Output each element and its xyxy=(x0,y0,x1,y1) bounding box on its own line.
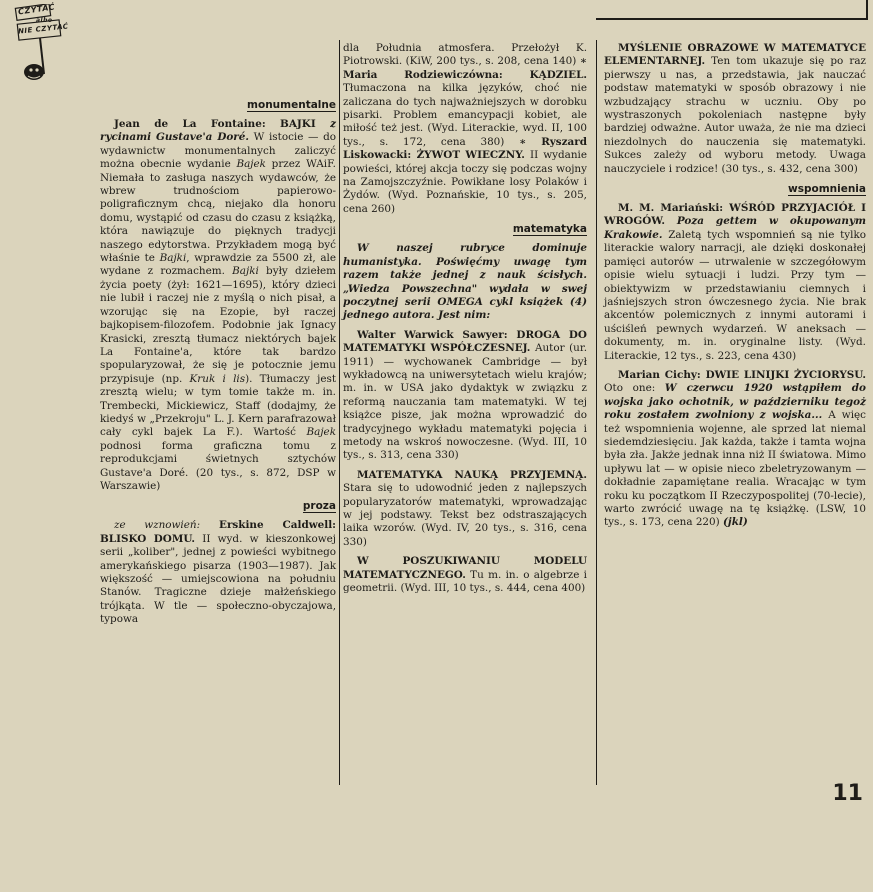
column-logo xyxy=(14,4,74,88)
section-heading-matematyka: matematyka xyxy=(512,223,587,236)
article-myslenie-obrazowe: MYŚLENIE OBRAZOWE W MATEMATYCE ELEMENTARNEJ. Ten tom ukazuje się po raz pierwszy u nas, a przedstawia, jak nauczać podstaw matematyki w sposób obrazowy i nie wzbudzający strachu w uczniu. Oby po wystraszonych pokoleniach następne były bardziej odważne. Autor uważa, że nie ma dzieci niezdolnych do nauczenia się matematyki. Sukces zależy od wyboru metody. Uwaga nauczyciele i rodzice! (30 tys., s. 432, cena 300) xyxy=(604,42,866,175)
logo-line-3: NIE CZYTAĆ xyxy=(17,22,69,36)
article-la-fontaine: Jean de La Fontaine: BAJKI z rycinami Gustave'a Doré. W istocie — do wydawnictw monumentalnych zaliczyć można obecnie wydanie Bajek przez WAiF. Niemała to zasługa naszych wydawców, że wbrew trudnościom papierowo-poligraficznym chcą, niejako dla honoru domu, wystąpić od czasu do czasu z książką, która nawiązuje do pięknych tradycji naszego edytorstwa. Przykładem mogą być właśnie te Bajki, wprawdzie za 5500 zł, ale wydane z rozmachem. Bajki były dziełem życia poety (żył: 1621—1695), który dzieci nie lubił i raczej nie z myślą o nich pisał, a wzorując się na Ezopie, był raczej bajkopisem-filozofem. Podobnie jak Ignacy Krasicki, zresztą tłumacz niektórych bajek La Fontaine'a, które tak bardzo spopularyzował, że się je potocznie jemu przypisuje (np. Kruk i lis). Tłumaczy jest zresztą wielu; w tym tomie także m. in. Trembecki, Mickiewicz, Staff (dodajmy, że kiedyś w „Przekroju" L. J. Kern parafrazował cały cykl bajek La F.). Wartość Bajek podnosi forma graficzna tomu z reprodukcjami świetnych sztychów Gustave'a Doré. (20 tys., s. 872, DSP w Warszawie) xyxy=(100,118,336,492)
column-divider-2 xyxy=(596,40,597,785)
article-cichy: Marian Cichy: DWIE LINIJKI ŻYCIORYSU. Oto one: W czerwcu 1920 wstąpiłem do wojska jako ochotnik, w październiku tegoż roku zostałem zwolniony z wojska... A więc też wspomnienia wojenne, ale sprzed lat niemal siedemdziesięciu. Jak każda, także i tamta wojna była zła. Jakże jednak inna niż II światowa. Mimo upływu lat — w opisie nieco zbeletryzowanym — dokładnie zapamiętane realia. Wracając w tym roku ku początkom II Rzeczypospolitej (70-lecie), warto zwrócić uwagę na tę książkę. (LSW, 10 tys., s. 173, cena 220) (jkl) xyxy=(604,368,866,529)
logo-line-2: albo xyxy=(36,17,53,24)
section-heading-proza: proza xyxy=(302,500,336,513)
column-3 xyxy=(604,0,866,842)
section-heading-monumentalne: monumentalne xyxy=(247,99,336,111)
right-corner-rule xyxy=(866,0,868,20)
article-matematyka-przyjemna: MATEMATYKA NAUKĄ PRZYJEMNĄ. Stara się to udowodnić jeden z najlepszych popularyzatorów matematyki, wprowadzając w jej podstawy. Tekst bez odstraszających laika wzorów. (Wyd. IV, 20 tys., s. 316, cena 330) xyxy=(343,468,587,548)
logo-line-1: CZYTAĆ xyxy=(17,2,56,17)
page-number: 11 xyxy=(832,781,863,806)
section-heading-wspomnienia: wspomnienia xyxy=(788,183,866,196)
article-continuation: dla Południa atmosfera. Przełożył K. Piotrowski. (KiW, 200 tys., s. 208, cena 140) ∗ Maria Rodziewiczówna: KĄDZIEL. Tłumaczona na kilka języków, choć nie zaliczana do tych najważniejszych w dorobku pisarki. Problem emancypacji kobiet, ale miłość też jest. (Wyd. Literackie, wyd. II, 100 tys., s. 172, cena 380) ∗ Ryszard Liskowacki: ŻYWOT WIECZNY. II wydanie powieści, której akcja toczy się podczas wojny na Zamojszczyźnie. Powikłane losy Polaków i Żydów. (Wyd. Poznańskie, 10 tys., s. 205, cena 260) xyxy=(343,42,588,215)
article-sawyer-droga: Walter Warwick Sawyer: DROGA DO MATEMATYKI WSPÓŁCZESNEJ. Autor (ur. 1911) — wychowanek Cambridge — był wykładowcą na uniwersytetach wielu krajów; m. in. w USA jako dydaktyk w związku z reformą nauczania tam matematyki. W tej książce pisze, jak można wprowadzić do tradycyjnego wykładu matematyki pojęcia i metody na wskroś nowoczesne. (Wyd. III, 10 tys., s. 313, cena 330) xyxy=(343,328,588,462)
article-poszukiwanie-modelu: W POSZUKIWANIU MODELU MATEMATYCZNEGO. Tu m. in. o algebrze i geometrii. (Wyd. III, 10 tys., s. 444, cena 400) xyxy=(343,555,587,595)
section-intro: W naszej rubryce dominuje humanistyka. Poświęćmy uwagę tym razem także jednej z nauk ścisłych. „Wiedza Powszechna" wydała w swej poczytnej serii OMEGA cykl książek (4) jednego autora. Jest nim: xyxy=(343,242,587,322)
column-2 xyxy=(343,0,587,842)
article-marianski: M. M. Mariański: WŚRÓD PRZYJACIÓŁ I WROGÓW. Poza gettem w okupowanym Krakowie. Zaletą tych wspomnień są nie tylko literackie walory narracji, ale dzięki doskonałej pamięci autorów — utrwalenie w szczegółowym opisie wielu sytuacji i ludzi. Przy tym — obiektywizm w przedstawianiu ciemnych i jaśniejszych stron ówczesnego życia. Nie brak akcentów polemicznych z innymi autorami i uściśleń pewnych wydarzeń. W aneksach — dokumenty, m. in. oryginalne listy. (Wyd. Literackie, 12 tys., s. 223, cena 430) xyxy=(604,202,866,362)
column-divider-1 xyxy=(339,40,340,785)
column-1 xyxy=(100,0,336,892)
article-caldwell: ze wznowień: Erskine Caldwell: BLISKO DOMU. II wyd. w kieszonkowej serii „koliber", jednej z powieści wybitnego amerykańskiego pisarza (1903—1987). Jak większość — umiejscowiona na południu Stanów. Tragiczne dzieje małżeńskiego trójkąta. W tle — społeczno-obyczajowa, typowa xyxy=(100,519,336,626)
